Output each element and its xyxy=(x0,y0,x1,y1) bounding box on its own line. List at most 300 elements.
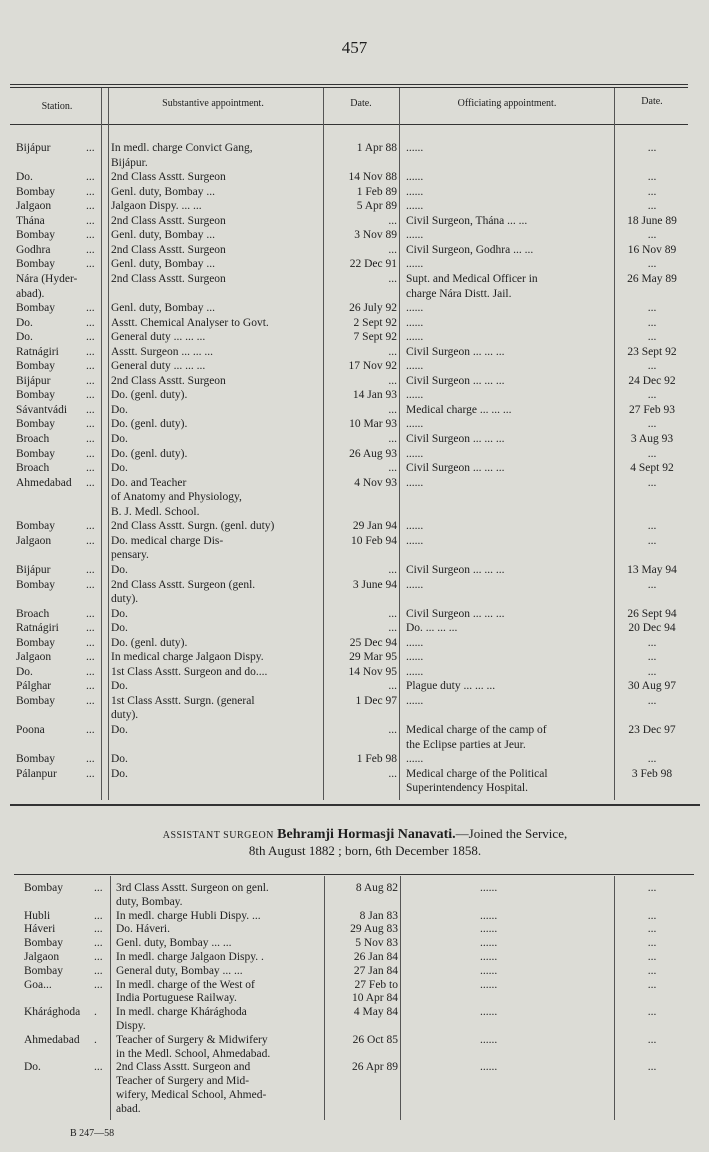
leader-dots: ... xyxy=(86,331,95,344)
substantive-cell: Bijápur. xyxy=(111,156,148,169)
officiating-date-cell: ... xyxy=(647,171,657,184)
station-cell: Bombay xyxy=(16,447,55,460)
officiating-date-cell: 27 Feb 93 xyxy=(629,403,675,416)
substantive-cell: Do. xyxy=(111,403,128,416)
column-divider xyxy=(324,876,325,1120)
date-cell: 14 Nov 88 xyxy=(348,171,397,184)
substantive-cell: General duty ... ... ... xyxy=(111,331,206,344)
substantive-cell: 2nd Class Asstt. Surgeon xyxy=(111,374,226,387)
officiating-date-cell: ... xyxy=(647,1033,657,1046)
leader-dots: ... xyxy=(86,680,95,693)
substantive-cell: General duty ... ... ... xyxy=(111,360,206,373)
substantive-cell: of Anatomy and Physiology, xyxy=(111,491,242,504)
date-cell: ... xyxy=(388,272,397,285)
station-cell: Sávantvádi xyxy=(16,403,68,416)
date-cell: ... xyxy=(388,243,397,256)
date-cell: 1 Apr 88 xyxy=(356,142,397,154)
date-cell: 26 Aug 93 xyxy=(349,447,397,460)
officiating-cell: Civil Surgeon ... ... ... xyxy=(406,433,505,445)
date-cell: 7 Sept 92 xyxy=(353,331,397,344)
column-divider xyxy=(614,88,615,800)
leader-dots: ... xyxy=(86,694,95,707)
officiating-cell: ...... xyxy=(480,923,498,936)
date-cell: ... xyxy=(388,607,397,620)
station-cell: Bombay xyxy=(16,258,55,271)
leader-dots: ... xyxy=(86,520,95,533)
officiating-cell: Medical charge ... ... ... xyxy=(406,403,512,416)
leader-dots: ... xyxy=(86,753,95,766)
station-cell: abad). xyxy=(16,287,45,300)
date-cell: 14 Nov 95 xyxy=(348,665,397,678)
station-cell: Bombay xyxy=(16,520,55,533)
leader-dots: ... xyxy=(94,923,103,936)
leader-dots: ... xyxy=(86,229,95,242)
officiating-cell: ...... xyxy=(406,418,424,431)
station-cell: Ratnágiri xyxy=(16,622,59,635)
officiating-date-cell: ... xyxy=(647,937,657,950)
officiating-date-cell: 26 Sept 94 xyxy=(627,607,677,620)
column-divider xyxy=(101,88,102,800)
substantive-cell: abad. xyxy=(116,1102,141,1115)
officiating-cell: ...... xyxy=(406,578,424,591)
officer-details-line2: 8th August 1882 ; born, 6th December 1858. xyxy=(248,843,482,858)
leader-dots: ... xyxy=(86,345,95,358)
leader-dots: ... xyxy=(86,302,95,315)
station-cell: Hubli xyxy=(24,909,51,922)
leader-dots: ... xyxy=(86,636,95,649)
date-cell: 27 Jan 84 xyxy=(353,964,398,977)
station-cell: Nára (Hyder- xyxy=(16,272,78,285)
leader-dots: ... xyxy=(86,433,95,445)
officiating-date-cell: 4 Sept 92 xyxy=(630,462,674,475)
substantive-cell: Do. (genl. duty). xyxy=(111,389,188,402)
officiating-cell: Civil Surgeon ... ... ... xyxy=(406,607,505,620)
substantive-cell: Genl. duty, Bombay ... ... xyxy=(116,937,232,950)
station-cell: Bombay xyxy=(16,185,55,198)
officiating-cell: ...... xyxy=(406,258,424,271)
substantive-cell: Do. xyxy=(111,753,128,766)
substantive-cell: duty, Bombay. xyxy=(116,895,183,908)
date-cell: 8 Jan 83 xyxy=(359,909,398,922)
leader-dots: ... xyxy=(86,534,95,547)
leader-dots: ... xyxy=(86,607,95,620)
page-number: 457 xyxy=(341,38,368,57)
officiating-cell: Medical charge of the Political xyxy=(406,767,548,780)
station-cell: Bombay xyxy=(24,882,63,894)
leader-dots: ... xyxy=(86,724,95,736)
station-cell: Do. xyxy=(24,1061,41,1074)
leader-dots: ... xyxy=(86,651,95,664)
officiating-cell: the Eclipse parties at Jeur. xyxy=(406,738,526,751)
leader-dots: ... xyxy=(86,563,95,576)
substantive-cell: India Portuguese Railway. xyxy=(116,992,237,1005)
substantive-cell: Do. xyxy=(111,767,128,780)
substantive-cell: Asstt. Chemical Analyser to Govt. xyxy=(111,316,269,329)
leader-dots: ... xyxy=(86,185,95,198)
date-cell: ... xyxy=(388,345,397,358)
column-divider xyxy=(110,876,111,1120)
officiating-cell: ...... xyxy=(406,520,424,533)
date-cell: ... xyxy=(388,680,397,693)
substantive-cell: wifery, Medical School, Ahmed- xyxy=(116,1089,267,1101)
officer-rank: ASSISTANT SURGEON xyxy=(162,830,274,841)
officiating-cell: Civil Surgeon ... ... ... xyxy=(406,345,505,358)
officiating-cell: ...... xyxy=(406,316,424,329)
officiating-cell: Superintendency Hospital. xyxy=(406,782,529,795)
officiating-cell: Do. ... ... ... xyxy=(406,622,458,635)
leader-dots: ... xyxy=(94,909,103,922)
officiating-date-cell: ... xyxy=(647,923,657,936)
officiating-cell: ...... xyxy=(406,331,424,344)
substantive-cell: In medl. charge Jalgaon Dispy. . xyxy=(116,951,264,963)
header-officiating-date: Date. xyxy=(641,96,663,107)
date-cell: 2 Sept 92 xyxy=(353,316,397,329)
officer-name: Behramji Hormasji Nanavati. xyxy=(277,827,456,842)
substantive-cell: Do. xyxy=(111,462,128,475)
substantive-cell: B. J. Medl. School. xyxy=(111,505,200,518)
date-cell: 29 Jan 94 xyxy=(352,520,397,533)
station-cell: Do. xyxy=(16,665,33,678)
substantive-cell: Genl. duty, Bombay ... xyxy=(111,258,216,271)
officiating-cell: Civil Surgeon, Godhra ... ... xyxy=(406,243,534,256)
officiating-date-cell: ... xyxy=(647,418,657,431)
officiating-date-cell: 18 June 89 xyxy=(627,214,677,227)
leader-dots: ... xyxy=(94,964,103,977)
officiating-cell: ...... xyxy=(480,978,498,991)
leader-dots: ... xyxy=(86,447,95,460)
officiating-date-cell: ... xyxy=(647,476,657,489)
officiating-date-cell: 23 Sept 92 xyxy=(627,345,677,358)
officiating-date-cell: ... xyxy=(647,909,657,922)
leader-dots: ... xyxy=(94,1061,103,1074)
officiating-date-cell: ... xyxy=(647,258,657,271)
station-cell: Bombay xyxy=(16,360,55,373)
substantive-cell: duty). xyxy=(111,709,139,722)
date-cell: 29 Mar 95 xyxy=(349,651,397,664)
officiating-cell: ...... xyxy=(480,937,498,950)
date-cell: 25 Dec 94 xyxy=(349,636,397,649)
substantive-cell: Teacher of Surgery & Midwifery xyxy=(116,1033,268,1046)
date-cell: 26 Oct 85 xyxy=(352,1033,398,1046)
date-cell: ... xyxy=(388,563,397,576)
substantive-cell: 1st Class Asstt. Surgn. (general xyxy=(111,694,255,707)
station-cell: Bombay xyxy=(16,229,55,242)
station-cell: Ratnágiri xyxy=(16,345,59,358)
officiating-date-cell: ... xyxy=(647,185,657,198)
officiating-date-cell: 3 Feb 98 xyxy=(631,767,673,780)
date-cell: 1 Feb 89 xyxy=(356,185,397,198)
officiating-cell: Medical charge of the camp of xyxy=(406,724,547,736)
officiating-cell: Civil Surgeon ... ... ... xyxy=(406,374,505,387)
leader-dots: ... xyxy=(86,665,95,678)
officiating-cell: Civil Surgeon, Thána ... ... xyxy=(406,214,528,227)
officiating-cell: ...... xyxy=(406,185,424,198)
column-divider xyxy=(399,88,400,800)
leader-dots: ... xyxy=(86,622,95,635)
date-cell: 10 Mar 93 xyxy=(349,418,397,431)
station-cell: Bijápur xyxy=(16,374,51,387)
station-cell: Pálghar xyxy=(16,680,52,693)
leader-dots: ... xyxy=(94,882,103,894)
station-cell: Jalgaon xyxy=(16,534,52,547)
table-top-rule xyxy=(10,87,688,88)
officiating-cell: Plague duty ... ... ... xyxy=(406,680,496,693)
officiating-date-cell: ... xyxy=(647,331,657,344)
date-cell: 26 Jan 84 xyxy=(353,951,398,963)
station-cell: Pálanpur xyxy=(16,767,57,780)
leader-dots: ... xyxy=(86,214,95,227)
officiating-date-cell: ... xyxy=(647,534,657,547)
substantive-cell: Genl. duty, Bombay ... xyxy=(111,229,216,242)
officiating-cell: ...... xyxy=(406,360,424,373)
date-cell: 1 Dec 97 xyxy=(355,694,397,707)
officiating-cell: ...... xyxy=(480,1006,498,1019)
station-cell: Broach xyxy=(16,433,50,445)
station-cell: Háveri xyxy=(24,923,56,936)
officiating-date-cell: 30 Aug 97 xyxy=(628,680,676,693)
leader-dots: ... xyxy=(86,403,95,416)
officiating-date-cell: ... xyxy=(647,1061,657,1074)
substantive-cell: 2nd Class Asstt. Surgn. (genl. duty) xyxy=(111,520,275,533)
officiating-cell: ...... xyxy=(406,200,424,213)
officiating-cell: Supt. and Medical Officer in xyxy=(406,272,538,285)
station-cell: Do. xyxy=(16,171,33,184)
officiating-cell: Civil Surgeon ... ... ... xyxy=(406,462,505,475)
date-cell: 26 July 92 xyxy=(349,302,397,315)
officiating-cell: ...... xyxy=(406,636,424,649)
date-cell: ... xyxy=(388,622,397,635)
officiating-date-cell: ... xyxy=(647,316,657,329)
column-divider xyxy=(614,876,615,1120)
substantive-cell: 2nd Class Asstt. Surgeon (genl. xyxy=(111,578,256,591)
substantive-cell: Do. (genl. duty). xyxy=(111,447,188,460)
date-cell: ... xyxy=(388,433,397,445)
leader-dots: ... xyxy=(86,389,95,402)
officiating-cell: ...... xyxy=(406,753,424,766)
table2-top-rule xyxy=(14,874,694,875)
station-cell: Poona xyxy=(16,724,45,736)
date-cell: 8 Aug 82 xyxy=(355,882,398,894)
substantive-cell: Asstt. Surgeon ... ... ... xyxy=(111,345,214,358)
station-cell: Jalgaon xyxy=(16,651,52,664)
officiating-date-cell: ... xyxy=(647,447,657,460)
officiating-cell: ...... xyxy=(406,534,424,547)
officiating-date-cell: 16 Nov 89 xyxy=(627,243,677,256)
header-substantive: Substantive appointment. xyxy=(162,98,264,109)
officiating-cell: ...... xyxy=(406,651,424,664)
officiating-cell: ...... xyxy=(480,964,498,977)
date-cell: 26 Apr 89 xyxy=(352,1061,398,1074)
substantive-cell: Dispy. xyxy=(116,1020,146,1032)
header-date: Date. xyxy=(350,98,372,109)
date-cell: ... xyxy=(388,767,397,780)
station-cell: Broach xyxy=(16,607,50,620)
leader-dots: ... xyxy=(86,462,95,475)
substantive-cell: Do. xyxy=(111,563,128,576)
officer-heading xyxy=(60,826,670,858)
officiating-cell: ...... xyxy=(480,1061,498,1074)
station-cell: Goa... xyxy=(24,978,52,991)
officiating-date-cell: ... xyxy=(647,978,657,991)
substantive-cell: 1st Class Asstt. Surgeon and do.... xyxy=(111,665,268,678)
officiating-cell: ...... xyxy=(406,142,424,154)
date-cell: ... xyxy=(388,403,397,416)
officiating-cell: ...... xyxy=(480,909,498,922)
substantive-cell: Genl. duty, Bombay ... xyxy=(111,302,216,315)
leader-dots: ... xyxy=(86,243,95,256)
date-cell: 5 Apr 89 xyxy=(356,200,397,213)
substantive-cell: In medl. charge Khárághoda xyxy=(116,1006,247,1019)
date-cell: 29 Aug 83 xyxy=(350,923,398,936)
officiating-date-cell: ... xyxy=(647,951,657,963)
date-cell: 4 May 84 xyxy=(353,1006,398,1019)
station-cell: Bombay xyxy=(16,694,55,707)
leader-dots: ... xyxy=(94,978,103,991)
officiating-date-cell: 24 Dec 92 xyxy=(628,374,676,387)
leader-dots: ... xyxy=(86,374,95,387)
substantive-cell: pensary. xyxy=(111,549,149,562)
substantive-cell: Do. xyxy=(111,724,128,736)
substantive-cell: Do. xyxy=(111,680,128,693)
substantive-cell: Teacher of Surgery and Mid- xyxy=(116,1075,250,1088)
leader-dots: ... xyxy=(86,360,95,373)
officiating-date-cell: ... xyxy=(647,882,657,894)
officiating-date-cell: ... xyxy=(647,142,657,154)
leader-dots: ... xyxy=(86,258,95,271)
substantive-cell: duty). xyxy=(111,593,139,606)
station-cell: Broach xyxy=(16,462,50,475)
substantive-cell: 3rd Class Asstt. Surgeon on genl. xyxy=(116,882,269,894)
substantive-cell: Jalgaon Dispy. ... ... xyxy=(111,200,202,213)
date-cell: 22 Dec 91 xyxy=(349,258,397,271)
officiating-cell: ...... xyxy=(406,229,424,242)
station-cell: Thána xyxy=(16,214,45,227)
officiating-date-cell: 23 Dec 97 xyxy=(628,724,676,736)
station-cell: Do. xyxy=(16,331,33,344)
officiating-date-cell: ... xyxy=(647,229,657,242)
station-cell: Jalgaon xyxy=(24,951,60,963)
officiating-cell: ...... xyxy=(406,665,424,678)
officiating-date-cell: ... xyxy=(647,360,657,373)
officiating-date-cell: ... xyxy=(647,578,657,591)
leader-dots: ... xyxy=(94,951,103,963)
officiating-cell: ...... xyxy=(406,447,424,460)
substantive-cell: Do. xyxy=(111,433,128,445)
header-bottom-rule xyxy=(10,124,688,125)
officiating-date-cell: ... xyxy=(647,694,657,707)
station-cell: Bijápur xyxy=(16,563,51,576)
officiating-date-cell: ... xyxy=(647,389,657,402)
column-divider xyxy=(323,88,324,800)
officiating-cell: ...... xyxy=(406,171,424,184)
date-cell: 14 Jan 93 xyxy=(352,389,397,402)
leader-dots: ... xyxy=(86,578,95,591)
column-divider xyxy=(400,876,401,1120)
date-cell: 5 Nov 83 xyxy=(355,937,398,950)
printer-mark: B 247—58 xyxy=(70,1128,115,1139)
officiating-date-cell: ... xyxy=(647,753,657,766)
officiating-date-cell: ... xyxy=(647,200,657,213)
station-cell: Bombay xyxy=(16,636,55,649)
station-cell: Ahmedabad xyxy=(24,1033,80,1046)
officiating-cell: ...... xyxy=(480,1033,498,1046)
substantive-cell: in the Medl. School, Ahmedabad. xyxy=(116,1047,271,1060)
substantive-cell: In medl. charge Convict Gang, xyxy=(111,142,253,154)
date-cell: 10 Feb 94 xyxy=(351,534,397,547)
substantive-cell: In medl. charge of the West of xyxy=(116,978,255,991)
station-cell: Bijápur xyxy=(16,142,51,154)
column-divider xyxy=(108,88,109,800)
station-cell: Godhra xyxy=(16,243,51,256)
officiating-date-cell: ... xyxy=(647,1006,657,1019)
leader-dots: ... xyxy=(94,937,103,950)
officiating-cell: ...... xyxy=(406,389,424,402)
substantive-cell: Do. and Teacher xyxy=(111,476,187,489)
date-cell: 17 Nov 92 xyxy=(348,360,397,373)
officiating-date-cell: 26 May 89 xyxy=(627,272,677,285)
officiating-date-cell: ... xyxy=(647,665,657,678)
station-cell: Bombay xyxy=(16,578,55,591)
substantive-cell: 2nd Class Asstt. Surgeon xyxy=(111,171,226,184)
date-cell: ... xyxy=(388,462,397,475)
header-officiating: Officiating appointment. xyxy=(457,98,557,109)
date-cell: 10 Apr 84 xyxy=(352,992,398,1005)
leader-dots: ... xyxy=(86,476,95,489)
station-cell: Bombay xyxy=(16,753,55,766)
leader-dots: ... xyxy=(86,767,95,780)
officiating-date-cell: ... xyxy=(647,651,657,664)
station-cell: Khárághoda xyxy=(24,1006,81,1019)
station-cell: Do. xyxy=(16,316,33,329)
officiating-date-cell: ... xyxy=(647,636,657,649)
date-cell: 27 Feb to xyxy=(354,978,398,991)
station-cell: Ahmedabad xyxy=(16,476,72,489)
station-cell: Bombay xyxy=(16,418,55,431)
date-cell: 1 Feb 98 xyxy=(356,753,397,766)
officiating-cell: ...... xyxy=(480,882,498,894)
station-cell: Bombay xyxy=(16,302,55,315)
date-cell: 3 Nov 89 xyxy=(354,229,397,242)
date-cell: ... xyxy=(388,374,397,387)
substantive-cell: Do. (genl. duty). xyxy=(111,636,188,649)
substantive-cell: Do. (genl. duty). xyxy=(111,418,188,431)
officiating-cell: ...... xyxy=(406,476,424,489)
date-cell: ... xyxy=(388,214,397,227)
substantive-cell: Genl. duty, Bombay ... xyxy=(111,185,216,198)
substantive-cell: 2nd Class Asstt. Surgeon xyxy=(111,214,226,227)
officiating-date-cell: 3 Aug 93 xyxy=(630,433,674,445)
leader-dots: ... xyxy=(86,142,95,154)
officiating-date-cell: ... xyxy=(647,520,657,533)
substantive-cell: Do. xyxy=(111,622,128,635)
substantive-cell: In medl. charge Hubli Dispy. ... xyxy=(116,909,261,922)
table-top-rule xyxy=(10,84,688,85)
leader-dots: . xyxy=(94,1033,97,1046)
substantive-cell: 2nd Class Asstt. Surgeon xyxy=(111,243,226,256)
date-cell: 3 June 94 xyxy=(352,578,397,591)
officer-details-line1: —Joined the Service, xyxy=(455,826,568,841)
officiating-date-cell: 13 May 94 xyxy=(627,563,677,576)
station-cell: Bombay xyxy=(24,937,63,950)
date-cell: ... xyxy=(388,724,397,736)
leader-dots: ... xyxy=(86,418,95,431)
station-cell: Jalgaon xyxy=(16,200,52,213)
header-station: Station. xyxy=(41,101,73,112)
section-divider-rule xyxy=(10,804,700,806)
officiating-cell: charge Nára Distt. Jail. xyxy=(406,287,512,300)
leader-dots: . xyxy=(94,1006,97,1019)
date-cell: 4 Nov 93 xyxy=(354,476,397,489)
